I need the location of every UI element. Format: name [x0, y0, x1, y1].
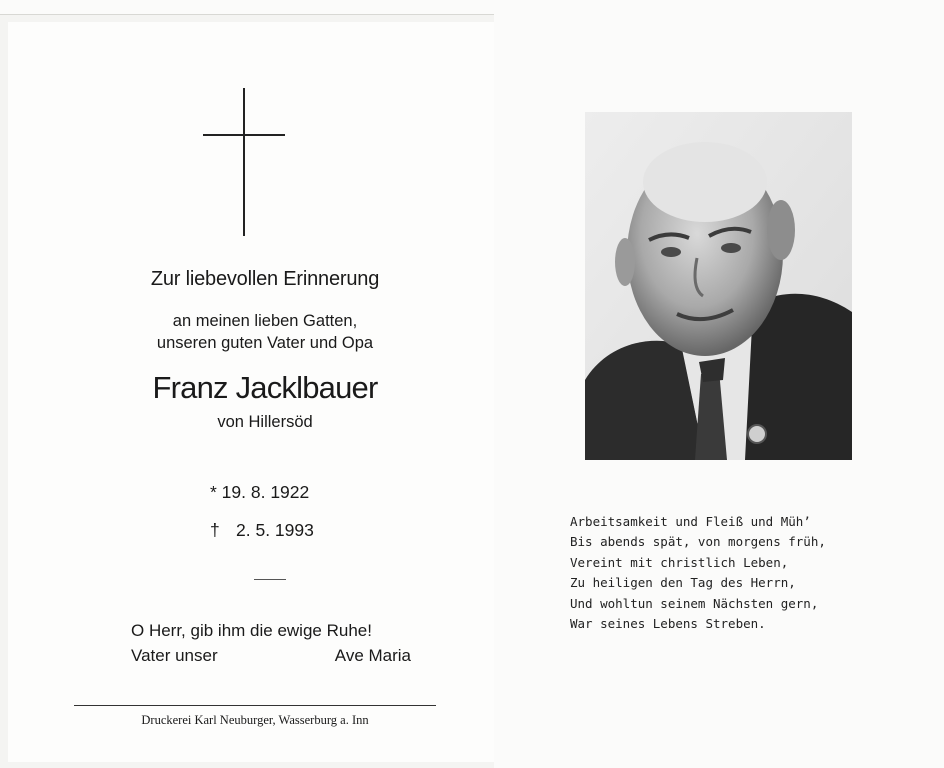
paper-edge [0, 0, 944, 15]
printer-credit: Druckerei Karl Neuburger, Wasserburg a. Inn [141, 713, 369, 727]
poem-line: Bis abends spät, von morgens früh, [570, 534, 826, 550]
prayer-line: O Herr, gib ihm die ewige Ruhe! [131, 621, 372, 640]
prayer-vater-unser: Vater unser [131, 646, 218, 665]
deceased-name: Franz Jacklbauer [152, 370, 378, 405]
cross-vertical-bar [243, 88, 245, 236]
birth-date: * 19. 8. 1922 [210, 482, 310, 502]
poem-line: Und wohltun seinem Nächsten gern, [570, 595, 819, 611]
deceased-origin: von Hillersöd [217, 413, 313, 431]
memorial-poem [570, 512, 826, 634]
poem-line: Vereint mit christlich Leben, [570, 554, 789, 570]
prayer-ave-maria: Ave Maria [334, 646, 411, 665]
dedication-line-2: unseren guten Vater und Opa [156, 334, 374, 352]
prayer-list [131, 646, 411, 666]
memorial-heading: Zur liebevollen Erinnerung [150, 268, 380, 290]
separator-dash [254, 579, 286, 580]
poem-line: Zu heiligen den Tag des Herrn, [570, 575, 796, 591]
footer-rule [74, 705, 436, 706]
death-row [210, 520, 314, 541]
cross-icon [203, 88, 285, 238]
poem-line: War seines Lebens Streben. [570, 616, 766, 632]
cross-horizontal-bar [203, 134, 285, 136]
portrait-photo [585, 112, 852, 460]
dedication-line-1: an meinen lieben Gatten, [172, 312, 358, 330]
poem-line: Arbeitsamkeit und Fleiß und Müh’ [570, 514, 811, 529]
dagger-icon: † [210, 520, 220, 540]
death-date: 2. 5. 1993 [236, 520, 314, 540]
